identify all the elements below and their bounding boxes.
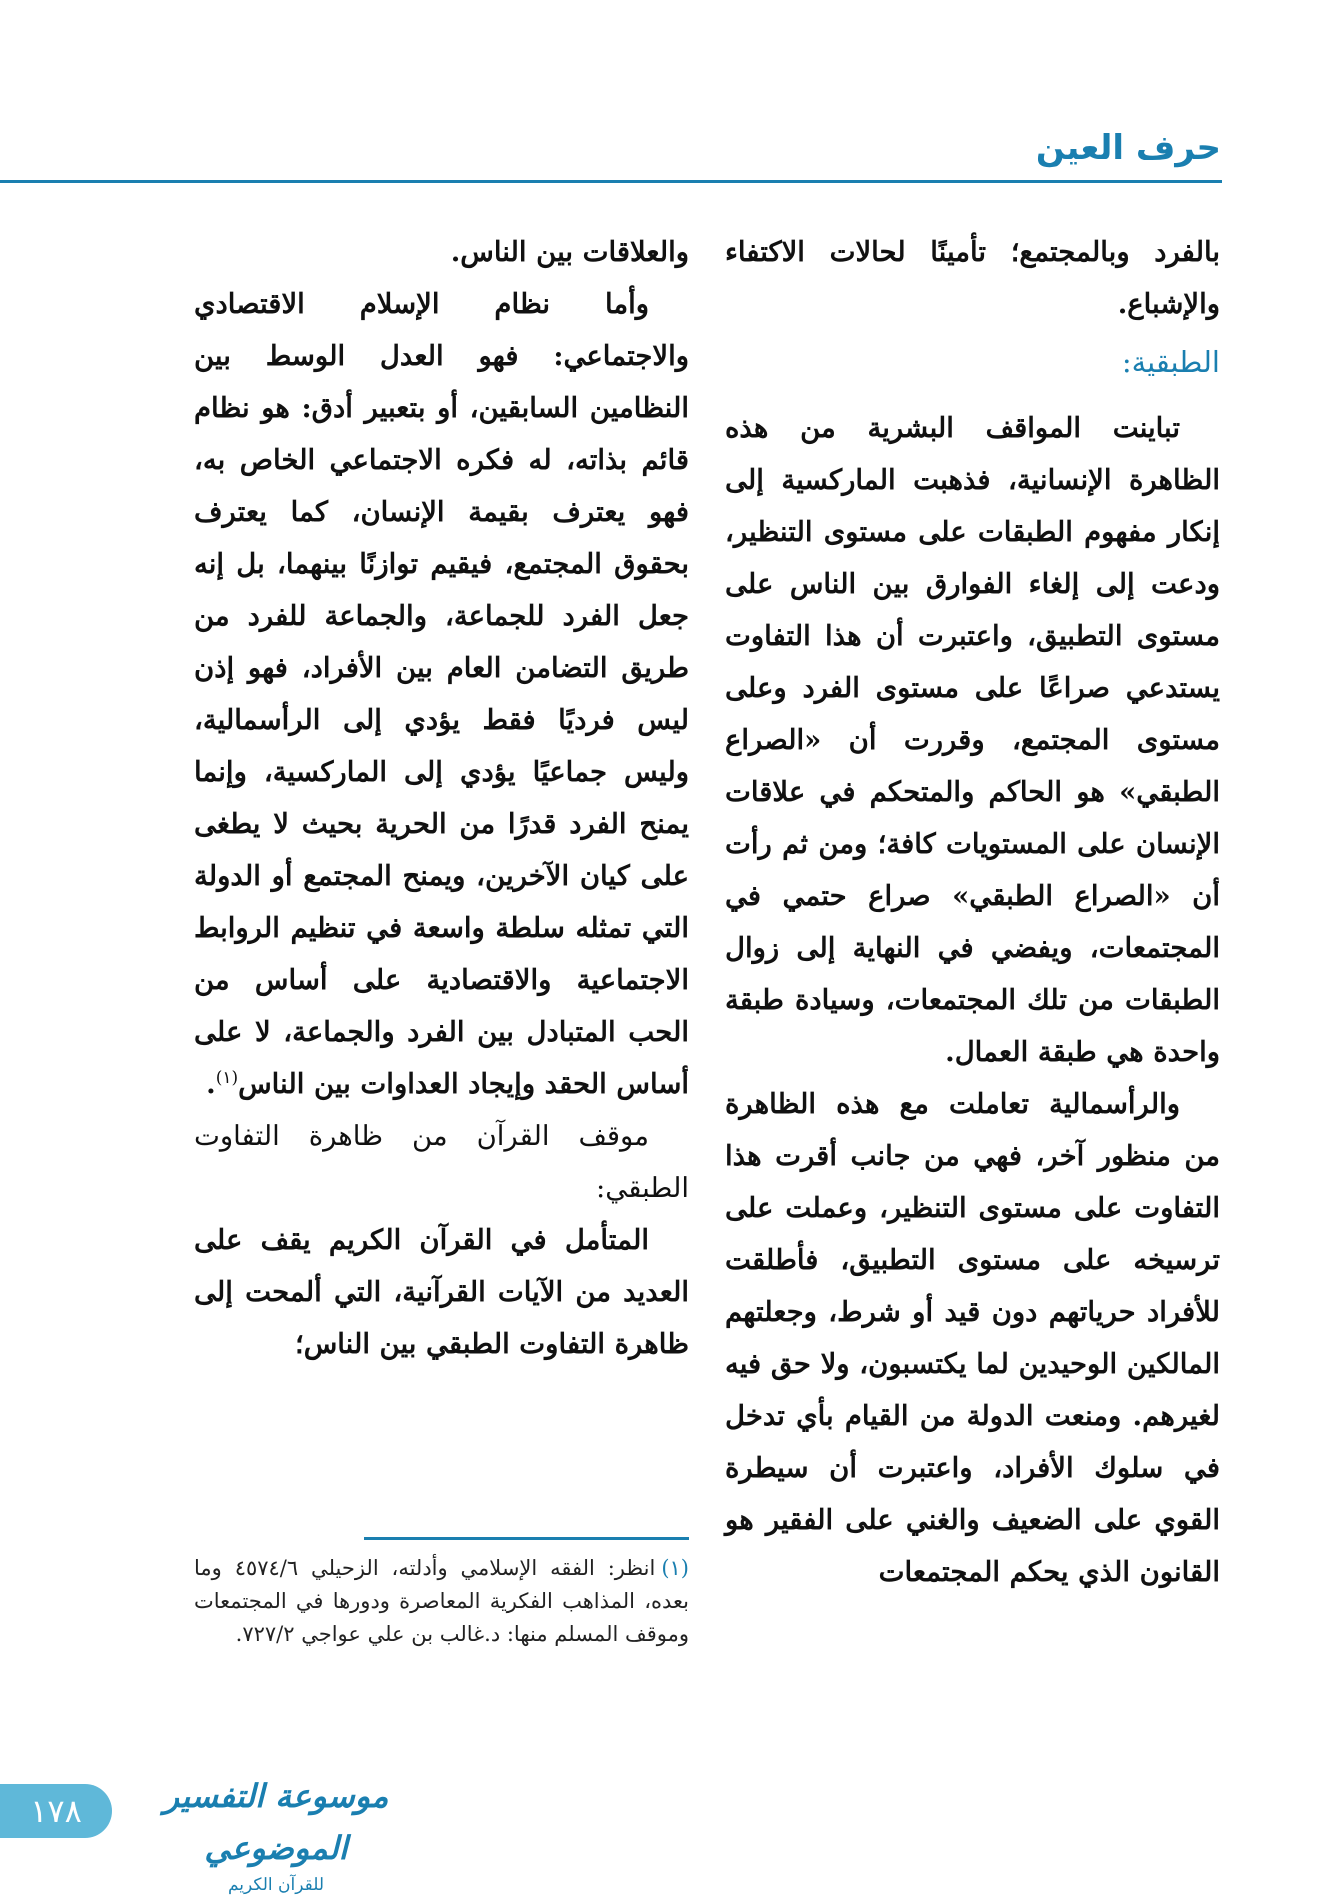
paragraph-continuation: بالفرد وبالمجتمع؛ تأمينًا لحالات الاكتفاء والإشباع. — [725, 236, 1220, 320]
footnote-rule — [364, 1537, 689, 1540]
paragraph-islam-system — [194, 278, 689, 1110]
paragraph-continuation: والعلاقات بين الناس. — [450, 236, 689, 268]
logo-title: موسوعة التفسير الموضوعي — [163, 1777, 389, 1867]
subheading: موقف القرآن من ظاهرة التفاوت الطبقي: — [194, 1120, 689, 1204]
paragraph-marxism: تباينت المواقف البشرية من هذه الظاهرة الإنسانية، فذهبت الماركسية إلى إنكار مفهوم الطبقات على مستوى التنظير، ودعت إلى إلغاء الفوارق بين الناس على مستوى التطبيق، واعتبرت أن هذا التفاوت يستدعي صراعًا على مستوى الفرد وعلى مستوى المجتمع، وقررت أن «الصراع الطبقي» هو الحاكم والمتحكم في علاقات الإنسان على المستويات كافة؛ ومن ثم رأت أن «الصراع الطبقي» صراع حتمي في المجتمعات، ويفضي في النهاية إلى زوال الطبقات من تلك المجتمعات، وسيادة طبقة واحدة هي طبقة العمال. — [725, 412, 1220, 1068]
paragraph-text: وأما نظام الإسلام الاقتصادي والاجتماعي: فهو العدل الوسط بين النظامين السابقين، أو بتعبير أدق: هو نظام قائم بذاته، له فكره الاجتماعي الخاص به، فهو يعترف بقيمة الإنسان، كما يعترف بحقوق المجتمع، فيقيم توازنًا بينهما، بل إنه جعل الفرد للجماعة، والجماعة للفرد من طريق التضامن العام بين الأفراد، فهو إذن ليس فرديًا فقط يؤدي إلى الرأسمالية، وليس جماعيًا يؤدي إلى الماركسية، وإنما يمنح الفرد قدرًا من الحرية بحيث لا يطغى على كيان الآخرين، ويمنح المجتمع أو الدولة التي تمثله سلطة واسعة في تنظيم الروابط الاجتماعية والاقتصادية على أساس من الحب المتبادل بين الفرد والجماعة، لا على أساس الحقد وإيجاد العداوات بين الناس — [194, 288, 689, 1100]
paragraph-quran: المتأمل في القرآن الكريم يقف على العديد من الآيات القرآنية، التي ألمحت إلى ظاهرة التفاوت الطبقي بين الناس؛ — [194, 1224, 689, 1360]
page-number: ١٧٨ — [0, 1784, 112, 1838]
header-rule — [0, 180, 1222, 183]
left-column — [194, 226, 689, 1370]
footnote-text: انظر: الفقه الإسلامي وأدلته، الزحيلي ٤٥٧٤/٦ وما بعده، المذاهب الفكرية المعاصرة ودورها في المجتمعات وموقف المسلم منها: د.غالب بن علي عواجي ٧٢٧/٢. — [194, 1556, 689, 1646]
chapter-title: حرف العين — [1035, 128, 1221, 168]
section-heading: الطبقية: — [1121, 345, 1220, 379]
footnote-marker[interactable]: (١) — [215, 1067, 239, 1088]
paragraph-end: . — [206, 1068, 216, 1100]
logo-subtitle: للقرآن الكريم — [227, 1875, 325, 1895]
paragraph-capitalism: والرأسمالية تعاملت مع هذه الظاهرة من منظور آخر، فهي من جانب أقرت هذا التفاوت على مستوى التنظير، وعملت على ترسيخه على مستوى التطبيق، فأطلقت للأفراد حرياتهم دون قيد أو شرط، وجعلتهم المالكين الوحيدين لما يكتسبون، ولا حق فيه لغيرهم. ومنعت الدولة من القيام بأي تدخل في سلوك الأفراد، واعتبرت أن سيطرة القوي على الضعيف والغني على الفقير هو القانون الذي يحكم المجتمعات — [725, 1088, 1220, 1588]
right-column — [725, 226, 1220, 1598]
encyclopedia-logo — [126, 1770, 426, 1895]
footnote — [194, 1552, 689, 1651]
footnote-number: (١) — [661, 1556, 689, 1580]
